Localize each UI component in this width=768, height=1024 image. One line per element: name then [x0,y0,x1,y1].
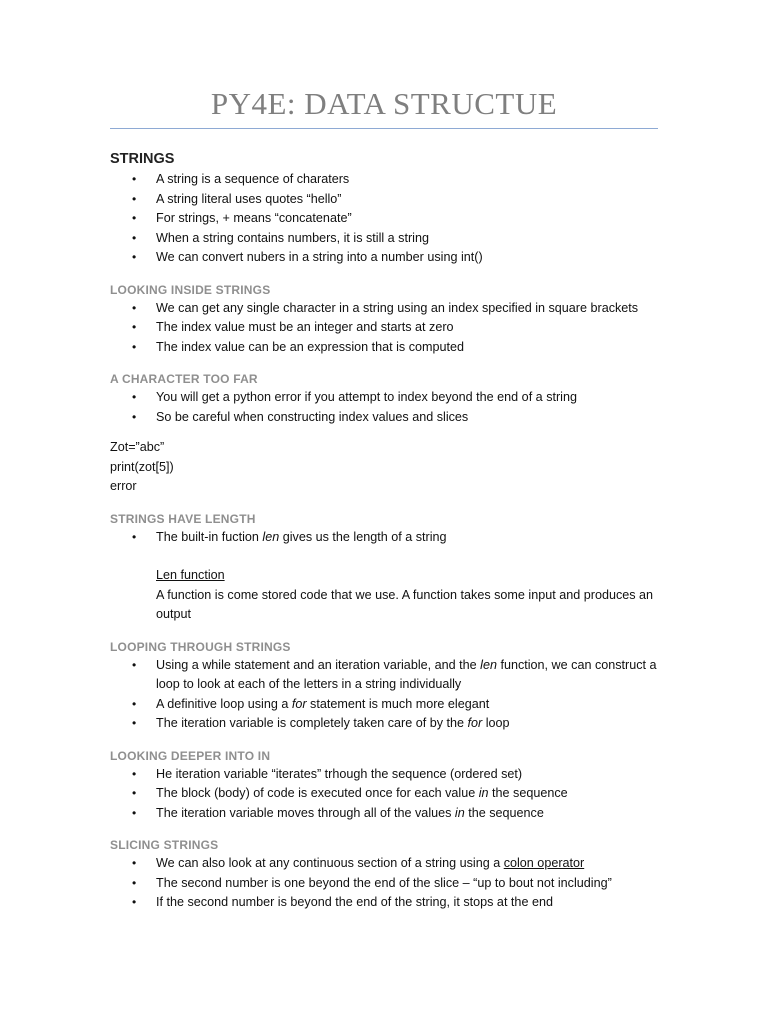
list-item: • We can get any single character in a string using an index specified in square brackets [110,299,666,319]
list-item: • You will get a python error if you attempt to index beyond the end of a string [110,388,666,408]
deeper-list [110,765,666,824]
list-item: • We can also look at any continuous section of a string using a colon operator [110,854,666,874]
strings-list [110,170,666,268]
bullet-icon: • [132,300,137,315]
list-item: • For strings, + means “concatenate” [110,209,666,229]
list-item: • The iteration variable moves through all of the values in the sequence [110,804,666,824]
list-item: • The index value must be an integer and starts at zero [110,318,666,338]
list-item: • The block (body) of code is executed once for each value in the sequence [110,784,666,804]
bullet-icon: • [132,895,137,909]
bullet-icon: • [132,250,137,264]
too-far-list [110,388,666,427]
bullet-icon: • [132,320,137,334]
list-item: • He iteration variable “iterates” trhough the sequence (ordered set) [110,765,666,785]
section-heading-too-far: A CHARACTER TOO FAR [110,372,258,386]
section-heading-looking-inside: LOOKING INSIDE STRINGS [110,282,271,297]
section-heading-strings: STRINGS [110,151,175,167]
bullet-icon: • [132,390,137,404]
section-heading-slicing: SLICING STRINGS [110,838,219,852]
bullet-icon: • [132,805,137,820]
bullet-icon: • [132,716,137,730]
bullet-icon: • [132,211,137,225]
bullet-icon: • [132,696,137,711]
bullet-icon: • [132,856,137,870]
bullet-icon: • [132,529,137,544]
bullet-icon: • [132,786,137,800]
code-line: Zot=”abc” [110,440,165,454]
looping-list [110,656,666,734]
list-item: • Using a while statement and an iteration variable, and the len function, we can construct a loop to look at each of the letters in a string individually [132,657,657,691]
bullet-icon: • [132,172,137,186]
slicing-list [110,854,666,913]
bullet-icon: • [132,875,137,890]
list-item: • A definitive loop using a for statement is much more elegant [110,695,666,715]
list-item: • The second number is one beyond the end of the slice – “up to bout not including” [110,874,666,894]
list-item: • The built-in fuction len gives us the length of a string [110,528,666,548]
list-item: • So be careful when constructing index values and slices [110,408,666,428]
length-list [110,528,666,548]
len-function-description: A function is come stored code that we use. A function takes some input and produces an output [156,587,654,621]
len-function-subheading: Len function [156,568,225,582]
title-underline [110,128,658,129]
list-item: • If the second number is beyond the end of the string, it stops at the end [110,893,666,913]
code-output: error [110,479,137,493]
section-heading-deeper: LOOKING DEEPER INTO IN [110,748,271,763]
list-item: • A string is a sequence of charaters [110,170,666,190]
section-heading-length: STRINGS HAVE LENGTH [110,511,256,526]
document-body [110,148,666,913]
bullet-icon: • [132,766,137,781]
list-item: • We can convert nubers in a string into a number using int() [110,248,666,268]
list-item: • The index value can be an expression that is computed [110,338,666,358]
code-line: print(zot[5]) [110,459,174,474]
list-item: • A string literal uses quotes “hello” [110,190,666,210]
looking-inside-list [110,299,666,358]
bullet-icon: • [132,409,137,424]
bullet-icon: • [132,657,137,672]
section-heading-looping: LOOPING THROUGH STRINGS [110,639,291,654]
page-title: PY4E: DATA STRUCTUE [210,86,558,121]
list-item: • The iteration variable is completely taken care of by the for loop [110,714,666,734]
colon-operator-term: colon operator [503,856,585,870]
list-item: • When a string contains numbers, it is still a string [110,229,666,249]
bullet-icon: • [132,339,137,354]
bullet-icon: • [132,230,137,245]
bullet-icon: • [132,191,137,206]
